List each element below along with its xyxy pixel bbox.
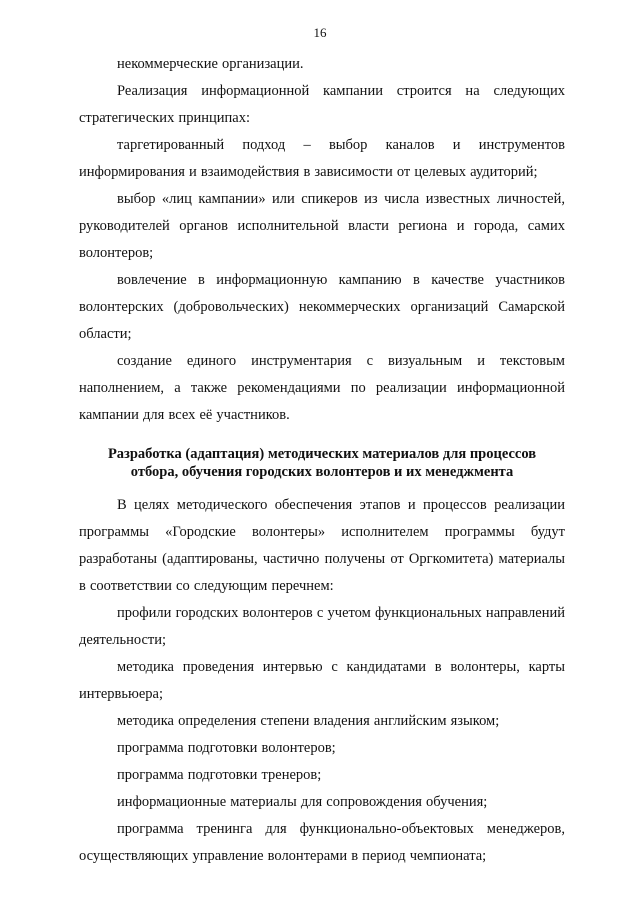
list-item-targeted-approach: таргетированный подход – выбор каналов и инструментов информирования и взаимодействия в зависимости от целевых аудиторий; bbox=[79, 137, 565, 180]
section-heading-line-1: Разработка (адаптация) методических материалов для процессов bbox=[107, 446, 537, 462]
list-item-english-level: методика определения степени владения английским языком; bbox=[117, 713, 500, 729]
list-item-trainer-training: программа подготовки тренеров; bbox=[117, 767, 322, 783]
list-item-manager-training: программа тренинга для функционально-объектовых менеджеров, осуществляющих управление волонтерами в период чемпионата; bbox=[79, 821, 565, 864]
list-item-info-materials: информационные материалы для сопровождения обучения; bbox=[117, 794, 488, 810]
paragraph-principles-intro: Реализация информационной кампании строится на следующих стратегических принципах: bbox=[79, 83, 565, 126]
list-item-involvement: вовлечение в информационную кампанию в качестве участников волонтерских (добровольческих) некоммерческих организаций Самарской области; bbox=[79, 272, 565, 342]
paragraph-methodology-intro: В целях методического обеспечения этапов и процессов реализации программы «Городские волонтеры» исполнителем программы будут разработаны (адаптированы, частично получены от Оргкомитета) материалы в соответствии со следующим перечнем: bbox=[79, 497, 565, 594]
list-item-interview-method: методика проведения интервью с кандидатами в волонтеры, карты интервьюера; bbox=[79, 659, 565, 702]
section-heading-line-2: отбора, обучения городских волонтеров и их менеджмента bbox=[130, 464, 514, 480]
page-number: 16 bbox=[313, 25, 327, 40]
section-heading bbox=[79, 445, 565, 481]
list-item-campaign-faces: выбор «лиц кампании» или спикеров из числа известных личностей, руководителей органов исполнительной власти региона и города, самих волонтеров; bbox=[79, 191, 565, 261]
list-item-volunteer-profiles: профили городских волонтеров с учетом функциональных направлений деятельности; bbox=[79, 605, 565, 648]
list-item-volunteer-training: программа подготовки волонтеров; bbox=[117, 740, 336, 756]
document-body bbox=[79, 51, 565, 870]
paragraph-continuation: некоммерческие организации. bbox=[117, 56, 304, 72]
list-item-unified-toolkit: создание единого инструментария с визуальным и текстовым наполнением, а также рекомендациями по реализации информационной кампании для всех её участников. bbox=[79, 353, 565, 423]
